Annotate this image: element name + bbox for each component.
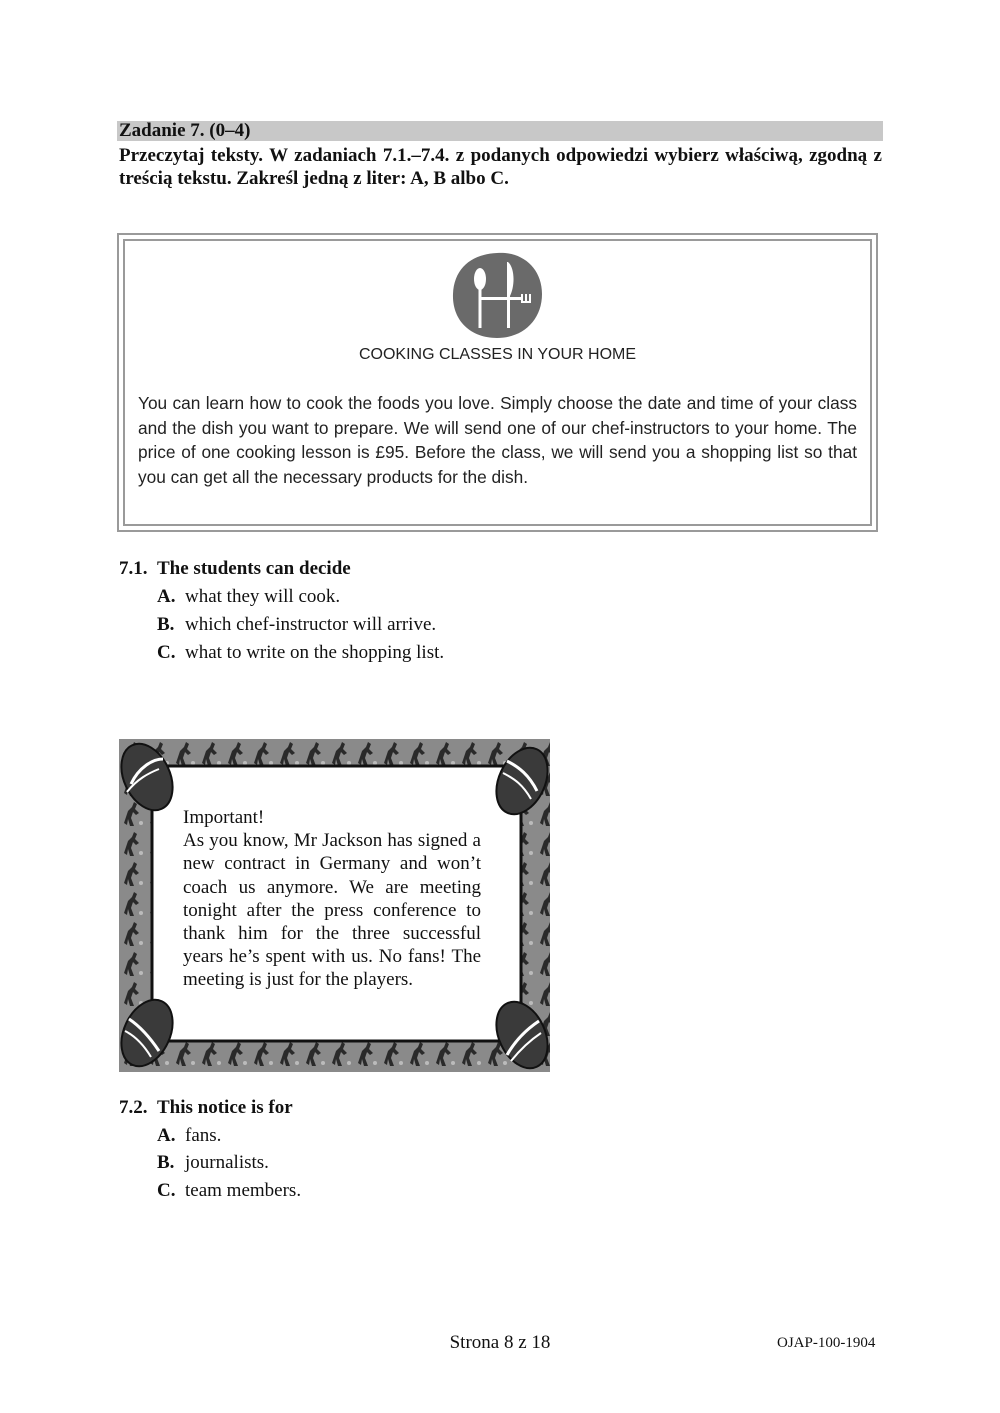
answer-option-b[interactable]: B. journalists. [157,1152,269,1173]
answer-option-c[interactable]: C. team members. [157,1180,302,1201]
notice-body: As you know, Mr Jackson has signed a new contract in Germany and won’t coach us anymore. We are meeting tonight after the press conference to thank him for the three successful years he’s spent with us. No fans! The meeting is just for the players. [183,830,481,991]
cooking-ad-body: You can learn how to cook the foods you love. Simply choose the date and time of your class and the dish you want to prepare. We will send one of our chef-instructors to your home. The price of one cooking lesson is £95. Before the class, we will send you a shopping list so that you can get all the necessary products for the dish. [138,393,857,487]
page-number: Strona 8 z 18 [449,1332,551,1353]
notice-text [183,806,481,992]
task-title: Zadanie 7. (0–4) [119,120,251,141]
question-number: 7.2. [119,1097,148,1118]
answer-option-b[interactable]: B. which chef-instructor will arrive. [157,614,437,635]
question-7-1-stem: 7.1. The students can decide [119,558,351,579]
answer-option-a[interactable]: A. fans. [157,1125,222,1146]
cutlery-icon [450,250,544,340]
cooking-ad-heading: COOKING CLASSES IN YOUR HOME [358,346,637,363]
answer-option-c[interactable]: C. what to write on the shopping list. [157,642,445,663]
answer-option-a[interactable]: A. what they will cook. [157,586,341,607]
notice-heading: Important! [183,807,265,828]
question-number: 7.1. [119,558,148,579]
question-7-2-stem: 7.2. This notice is for [119,1097,293,1118]
task-instructions: Przeczytaj teksty. W zadaniach 7.1.–7.4. z podanych odpowiedzi wybierz właściwą, zgodną z treścią tekstu. Zakreśl jedną z liter: A, B albo C. [119,145,882,189]
exam-code: OJAP-100-1904 [777,1335,876,1351]
